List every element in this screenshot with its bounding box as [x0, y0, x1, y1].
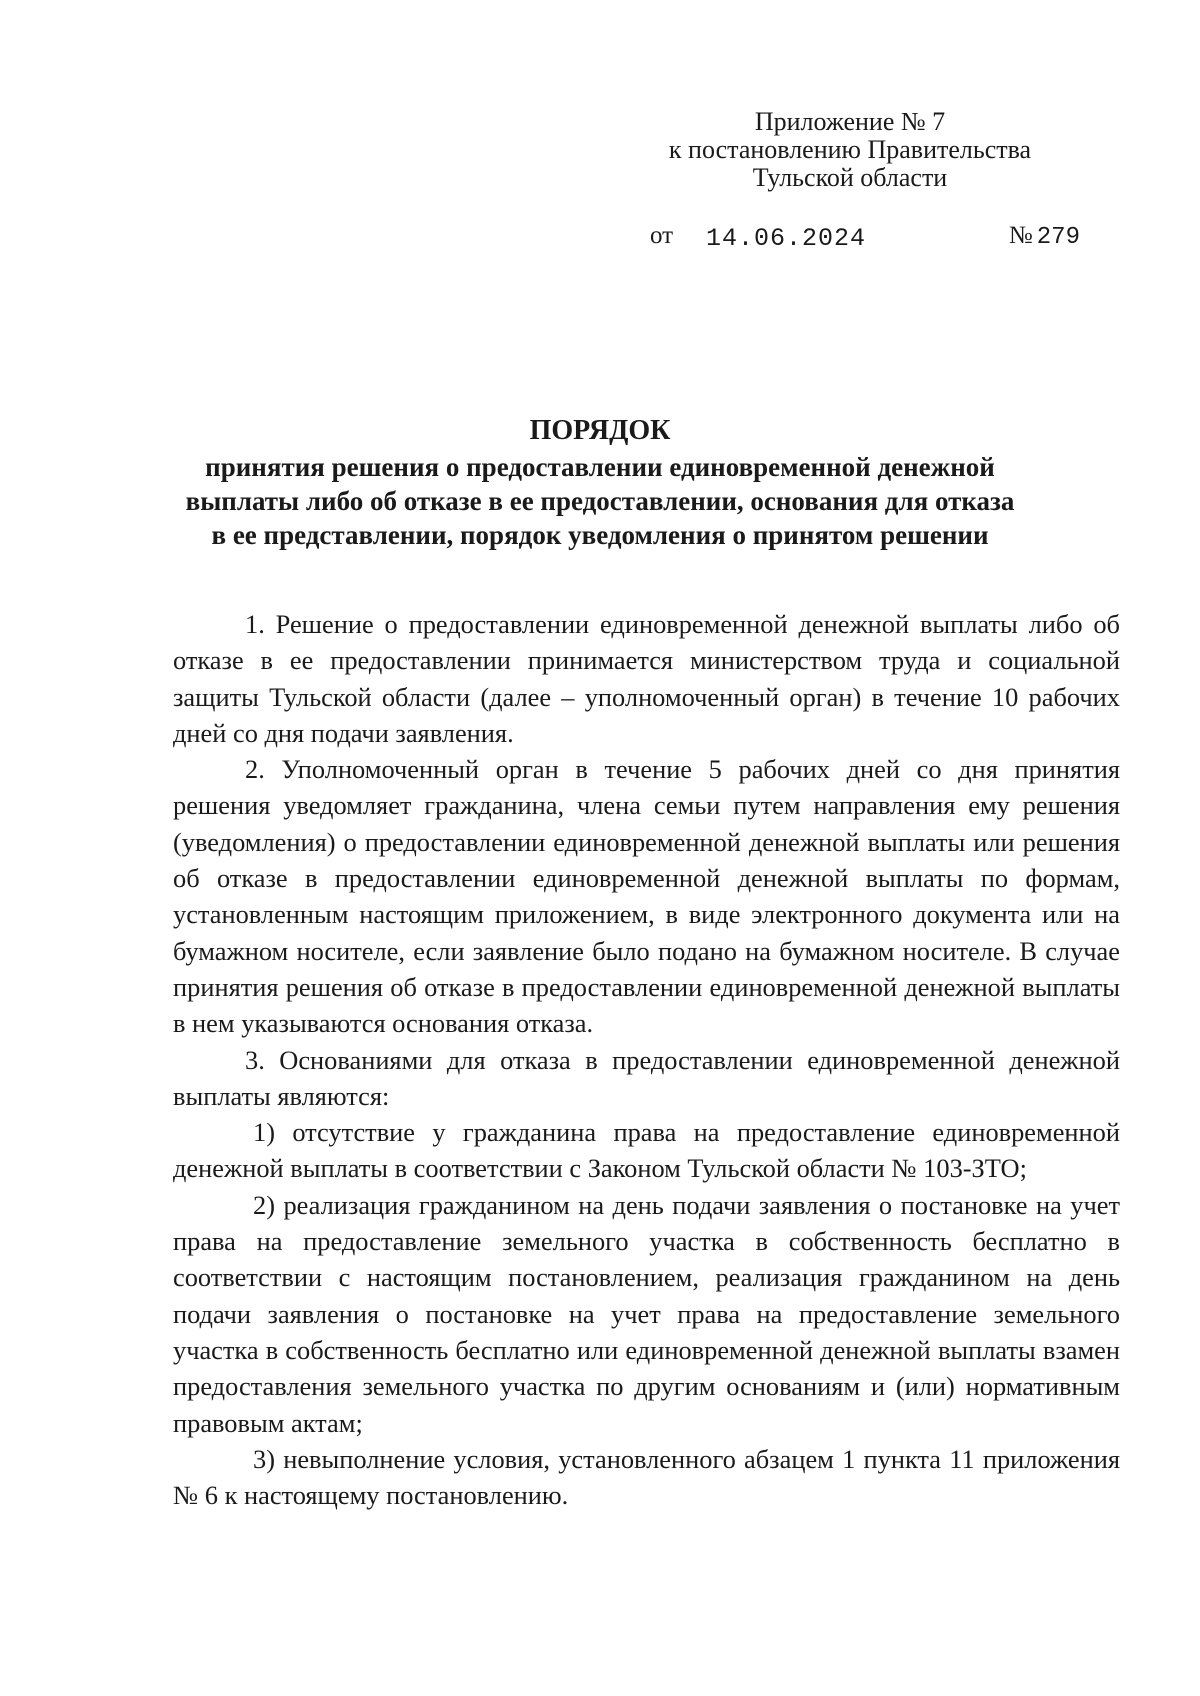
- annex-reference: [620, 108, 1080, 192]
- title-line: в ее представлении, порядок уведомления о принятом решении: [211, 520, 989, 550]
- title-line: выплаты либо об отказе в ее предоставлении, основания для отказа: [185, 486, 1015, 516]
- document-body: [173, 606, 1120, 1513]
- document-title: [170, 412, 1030, 552]
- date-prefix: от: [650, 222, 674, 249]
- paragraph-1: 1. Решение о предоставлении единовременной денежной выплаты либо об отказе в ее предоставлении принимается министерством труда и социальной защиты Тульской области (далее – уполномоченный орган) в течение 10 рабочих дней со дня подачи заявления.: [173, 609, 1120, 748]
- annex-line: Тульской области: [752, 163, 948, 192]
- number-prefix: №: [1008, 222, 1033, 249]
- subitem-2: 2) реализация гражданином на день подачи заявления о постановке на учет права на предоставление земельного участка в собственность бесплатно в соответствии с настоящим постановлением, реализация гражданином на день подачи заявления о постановке на учет права на предоставление земельного участка в собственность бесплатно или единовременной денежной выплаты взамен предоставления земельного участка по другим основаниям и (или) нормативным правовым актам;: [173, 1189, 1120, 1438]
- annex-line: к постановлению Правительства: [668, 135, 1032, 164]
- decree-date-number: [650, 222, 1080, 254]
- annex-line: Приложение № 7: [754, 107, 946, 136]
- decree-number: [1009, 222, 1080, 251]
- subitem-3: 3) невыполнение условия, установленного абзацем 1 пункта 11 приложения № 6 к настоящему постановлению.: [173, 1443, 1120, 1511]
- paragraph-3: 3. Основаниями для отказа в предоставлении единовременной денежной выплаты являются:: [173, 1044, 1120, 1111]
- paragraph-2: 2. Уполномоченный орган в течение 5 рабочих дней со дня принятия решения уведомляет гражданина, члена семьи путем направления ему решения (уведомления) о предоставлении единовременной денежной выплаты или решения об отказе в предоставлении единовременной денежной выплаты по формам, установленным настоящим приложением, в виде электронного документа или на бумажном носителе, если заявление было подано на бумажном носителе. В случае принятия решения об отказе в предоставлении единовременной денежной выплаты в нем указываются основания отказа.: [173, 754, 1120, 1039]
- number-value: 279: [1036, 224, 1080, 251]
- title-line: принятия решения о предоставлении единовременной денежной: [205, 452, 995, 482]
- title-heading: ПОРЯДОК: [529, 415, 671, 446]
- decree-date: 14.06.2024: [706, 224, 867, 253]
- subitem-1: 1) отсутствие у гражданина права на предоставление единовременной денежной выплаты в соответствии с Законом Тульской области № 103-ЗТО;: [173, 1117, 1120, 1184]
